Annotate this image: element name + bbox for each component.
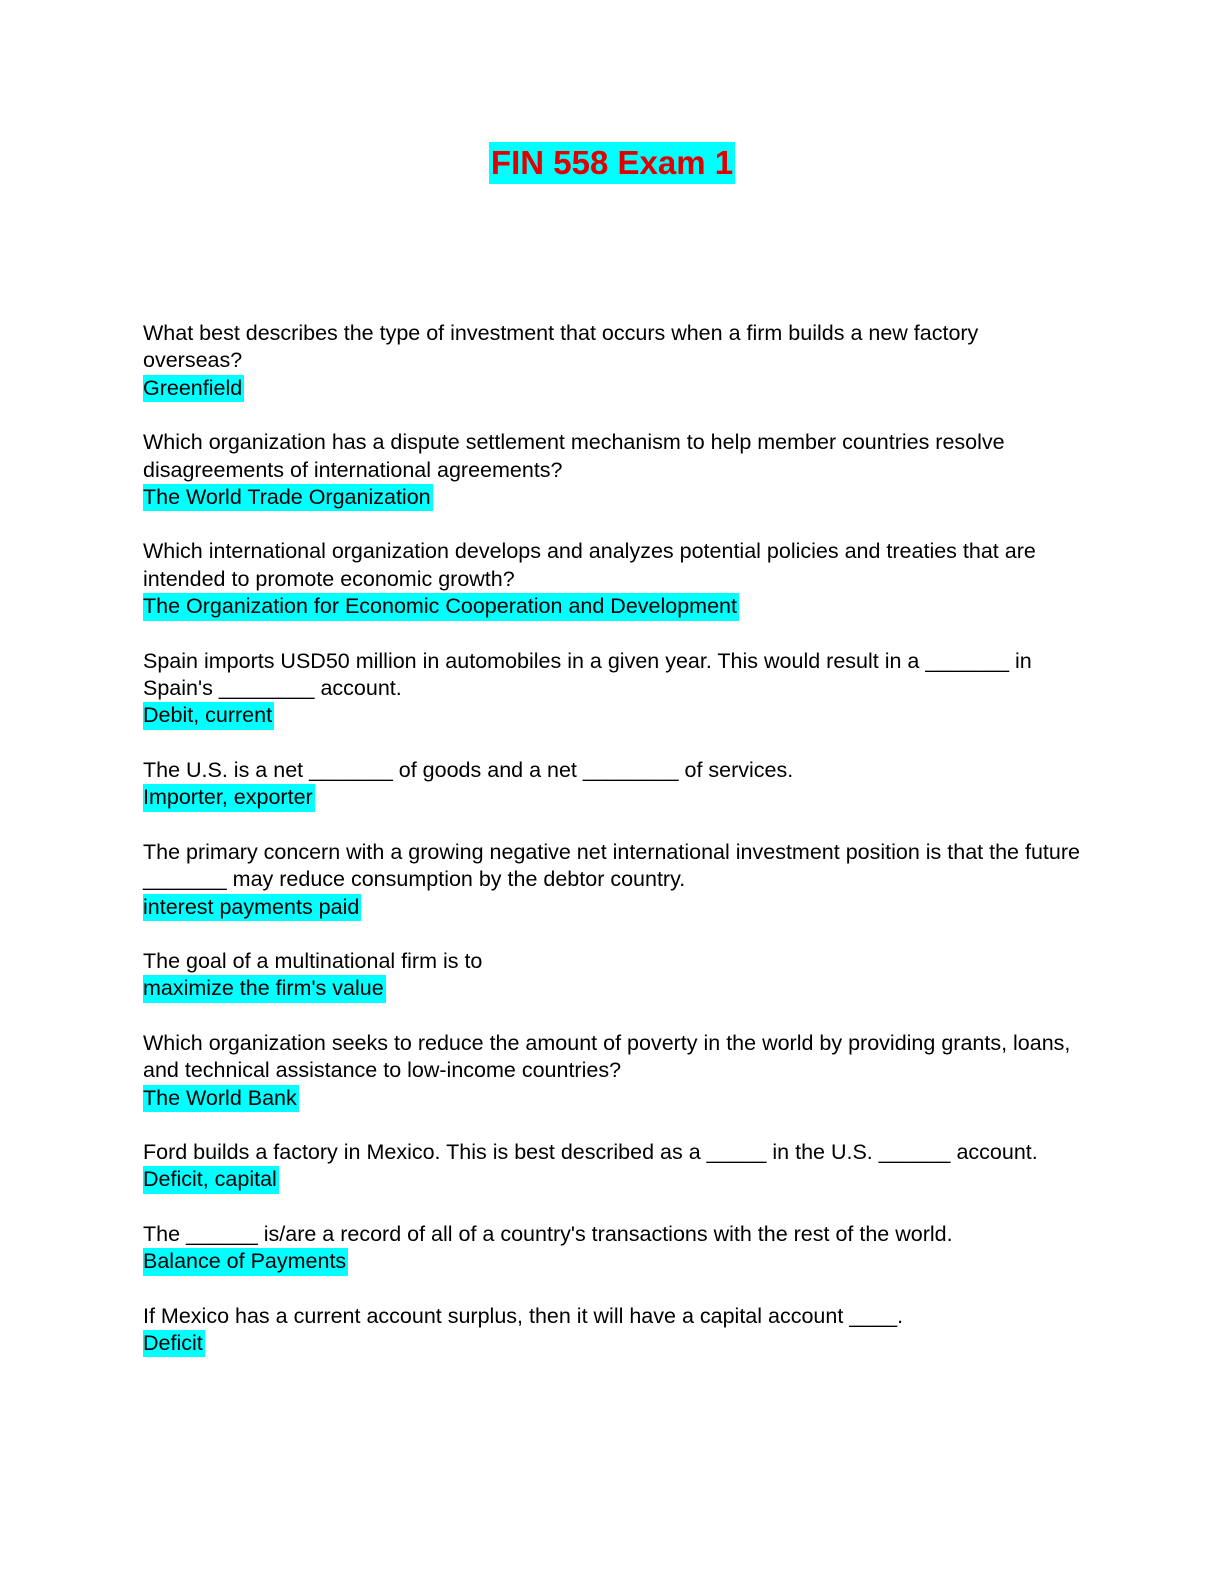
answer-highlight: The World Bank [143,1085,299,1112]
qa-item-11 [143,1303,1083,1358]
answer-highlight: Debit, current [143,702,274,729]
question-text: The ______ is/are a record of all of a country's transactions with the rest of the world. [143,1221,953,1246]
question-text: The U.S. is a net _______ of goods and a net ________ of services. [143,757,794,782]
question-text: The primary concern with a growing negative net international investment position is that the future _______ may reduce consumption by the debtor country. [143,839,1080,892]
title-area [0,142,1224,184]
answer-highlight: interest payments paid [143,894,361,921]
question-text: Which organization has a dispute settlement mechanism to help member countries resolve disagreements of international agreements? [143,430,1005,482]
answer-highlight: maximize the firm's value [143,975,386,1002]
qa-item-7 [143,948,1083,1003]
question-text: Spain imports USD50 million in automobiles in a given year. This would result in a _______ in Spain's ________ account. [143,648,1032,701]
question-text: Ford builds a factory in Mexico. This is best described as a _____ in the U.S. ______ account. [143,1139,1038,1164]
qa-item-2 [143,429,1083,511]
question-text: Which international organization develops and analyzes potential policies and treaties that are intended to promote economic growth? [143,539,1036,591]
qa-item-5 [143,757,1083,812]
answer-highlight: Balance of Payments [143,1248,348,1275]
qa-item-10 [143,1221,1083,1276]
qa-item-3 [143,538,1083,620]
question-text: If Mexico has a current account surplus, then it will have a capital account ____. [143,1303,904,1328]
qa-item-9 [143,1139,1083,1194]
question-text: What best describes the type of investment that occurs when a firm builds a new factory overseas? [143,321,979,373]
qa-item-4 [143,648,1083,730]
answer-highlight: The World Trade Organization [143,484,433,511]
answer-highlight: Deficit, capital [143,1166,279,1193]
answer-highlight: The Organization for Economic Cooperation and Development [143,593,739,620]
answer-highlight: Deficit [143,1330,205,1357]
qa-item-8 [143,1030,1083,1112]
qa-item-1 [143,320,1083,402]
answer-highlight: Importer, exporter [143,784,315,811]
qa-item-6 [143,839,1083,921]
question-text: Which organization seeks to reduce the amount of poverty in the world by providing grants, loans, and technical assistance to low-income countries? [143,1030,1071,1083]
answer-highlight: Greenfield [143,375,244,402]
qa-list [143,320,1083,1384]
question-text: The goal of a multinational firm is to [143,948,483,973]
page-title: FIN 558 Exam 1 [489,142,735,184]
